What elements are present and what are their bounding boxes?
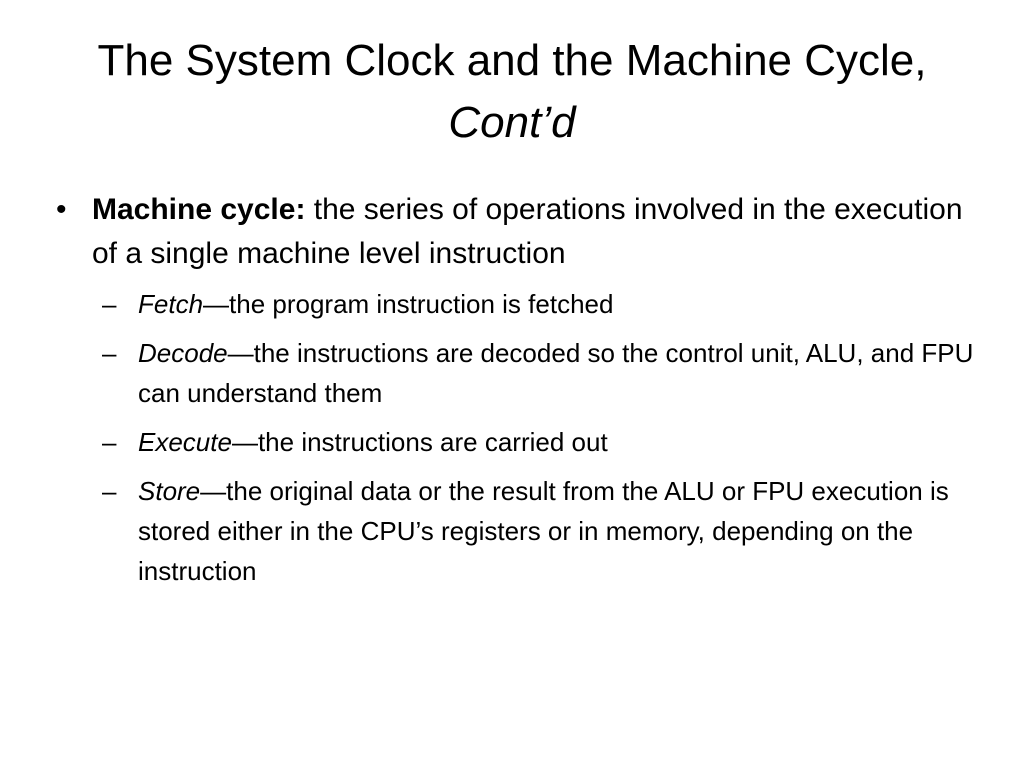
sub-bullet-term: Fetch: [138, 289, 204, 319]
sub-bullet-term: Decode: [138, 338, 228, 368]
sub-bullet-store: [98, 471, 992, 591]
bullet-machine-cycle: [52, 188, 992, 276]
slide-body: [52, 188, 992, 600]
bullet-marker: •: [56, 193, 67, 226]
slide-title-italic: Cont’d: [448, 98, 576, 147]
bullet-text: the series of operations involved in the execution of a single machine level instruction: [92, 193, 963, 270]
slide-title-main: The System Clock and the Machine Cycle,: [97, 36, 927, 85]
sub-bullet-marker: –: [102, 289, 117, 319]
sub-bullet-text: —the instructions are decoded so the control unit, ALU, and FPU can understand them: [138, 338, 974, 408]
sub-bullet-marker: –: [102, 476, 117, 506]
sub-bullet-text: —the instructions are carried out: [231, 427, 608, 457]
sub-bullet-fetch: [98, 284, 992, 324]
sub-bullet-decode: [98, 333, 992, 413]
sub-bullet-term: Store: [138, 476, 201, 506]
sub-bullet-execute: [98, 422, 992, 462]
slide-title: [60, 30, 964, 154]
sub-bullet-marker: –: [102, 338, 117, 368]
sub-bullet-list: [52, 284, 992, 591]
sub-bullet-marker: –: [102, 427, 117, 457]
sub-bullet-term: Execute: [138, 427, 232, 457]
bullet-term: Machine cycle:: [92, 193, 306, 226]
sub-bullet-text: —the program instruction is fetched: [203, 289, 614, 319]
sub-bullet-text: —the original data or the result from the ALU or FPU execution is stored either in the CPU’s registers or in memory, depending on the instruction: [138, 476, 949, 586]
